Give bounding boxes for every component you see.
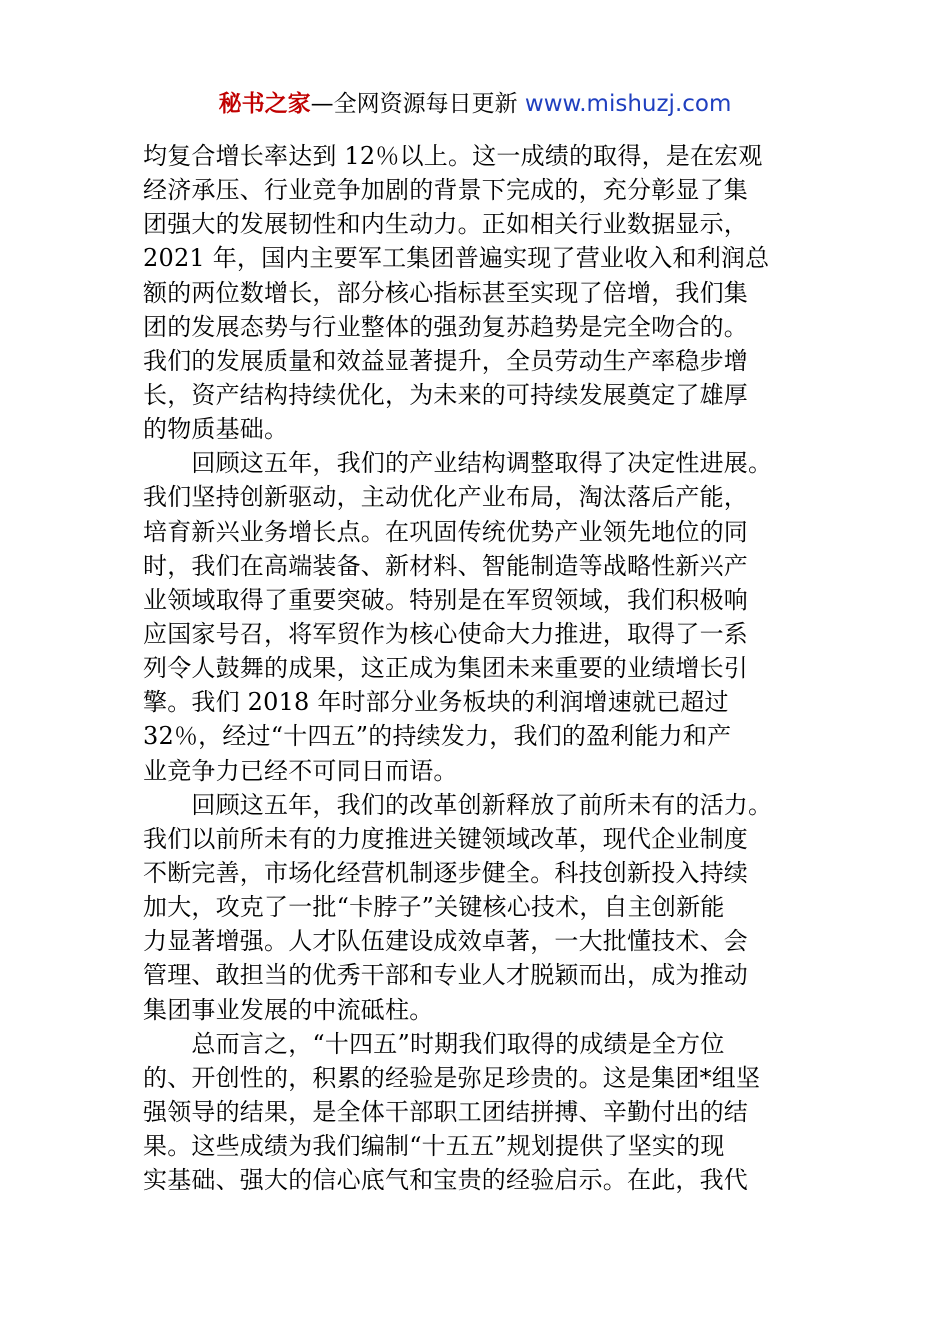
text-line: 时，我们在高端装备、新材料、智能制造等战略性新兴产 [143, 551, 748, 580]
text-line: 我们以前所未有的力度推进关键领域改革，现代企业制度 [143, 824, 748, 853]
text-line: 集团事业发展的中流砥柱。 [143, 995, 434, 1024]
text-line: 列令人鼓舞的成果，这正成为集团未来重要的业绩增长引 [143, 654, 748, 683]
text-line: 的物质基础。 [143, 415, 289, 444]
text-line: 2021 年，国内主要军工集团普遍实现了营业收入和利润总 [143, 244, 770, 273]
text-line: 的、开创性的，积累的经验是弥足珍贵的。这是集团*组坚 [143, 1063, 761, 1092]
text-line: 力显著增强。人才队伍建设成效卓著，一大批懂技术、会 [143, 927, 748, 956]
text-line: 32％，经过“十四五”的持续发力，我们的盈利能力和产 [143, 722, 732, 751]
site-url-link[interactable]: www.mishuzj.com [524, 91, 732, 117]
text-line: 不断完善，市场化经营机制逐步健全。科技创新投入持续 [143, 858, 748, 887]
text-line: 强领导的结果，是全体干部职工团结拼搏、辛勤付出的结 [143, 1097, 748, 1126]
text-line: 团强大的发展韧性和内生动力。正如相关行业数据显示， [143, 210, 748, 239]
text-line: 额的两位数增长，部分核心指标甚至实现了倍增，我们集 [143, 278, 748, 307]
text-line: 擎。我们 2018 年时部分业务板块的利润增速就已超过 [143, 688, 729, 717]
brand-name: 秘书之家 [218, 91, 311, 117]
document-body [143, 139, 809, 1197]
text-line: 业领域取得了重要突破。特别是在军贸领域，我们积极响 [143, 585, 748, 614]
text-line: 管理、敢担当的优秀干部和专业人才脱颖而出，成为推动 [143, 961, 748, 990]
text-line: 团的发展态势与行业整体的强劲复苏趋势是完全吻合的。 [143, 312, 748, 341]
text-line: 回顾这五年，我们的改革创新释放了前所未有的活力。 [143, 790, 773, 819]
text-line: 总而言之，“十四五”时期我们取得的成绩是全方位 [143, 1029, 725, 1058]
text-line: 实基础、强大的信心底气和宝贵的经验启示。在此，我代 [143, 1166, 748, 1195]
text-line: 我们的发展质量和效益显著提升，全员劳动生产率稳步增 [143, 346, 748, 375]
text-line: 培育新兴业务增长点。在巩固传统优势产业领先地位的同 [143, 517, 748, 546]
text-line: 业竞争力已经不可同日而语。 [143, 756, 458, 785]
text-line: 经济承压、行业竞争加剧的背景下完成的，充分彰显了集 [143, 176, 748, 205]
text-line: 果。这些成绩为我们编制“十五五”规划提供了坚实的现 [143, 1132, 725, 1161]
text-line: 我们坚持创新驱动，主动优化产业布局，淘汰落后产能， [143, 483, 748, 512]
text-line: 加大，攻克了一批“卡脖子”关键核心技术，自主创新能 [143, 893, 725, 922]
page-header [0, 88, 950, 120]
text-line: 均复合增长率达到 12％以上。这一成绩的取得，是在宏观 [143, 142, 763, 170]
text-line: 长，资产结构持续优化，为未来的可持续发展奠定了雄厚 [143, 380, 748, 409]
text-line: 回顾这五年，我们的产业结构调整取得了决定性进展。 [143, 449, 773, 478]
text-line: 应国家号召，将军贸作为核心使命大力推进，取得了一系 [143, 619, 748, 648]
header-tagline: —全网资源每日更新 [310, 91, 525, 117]
